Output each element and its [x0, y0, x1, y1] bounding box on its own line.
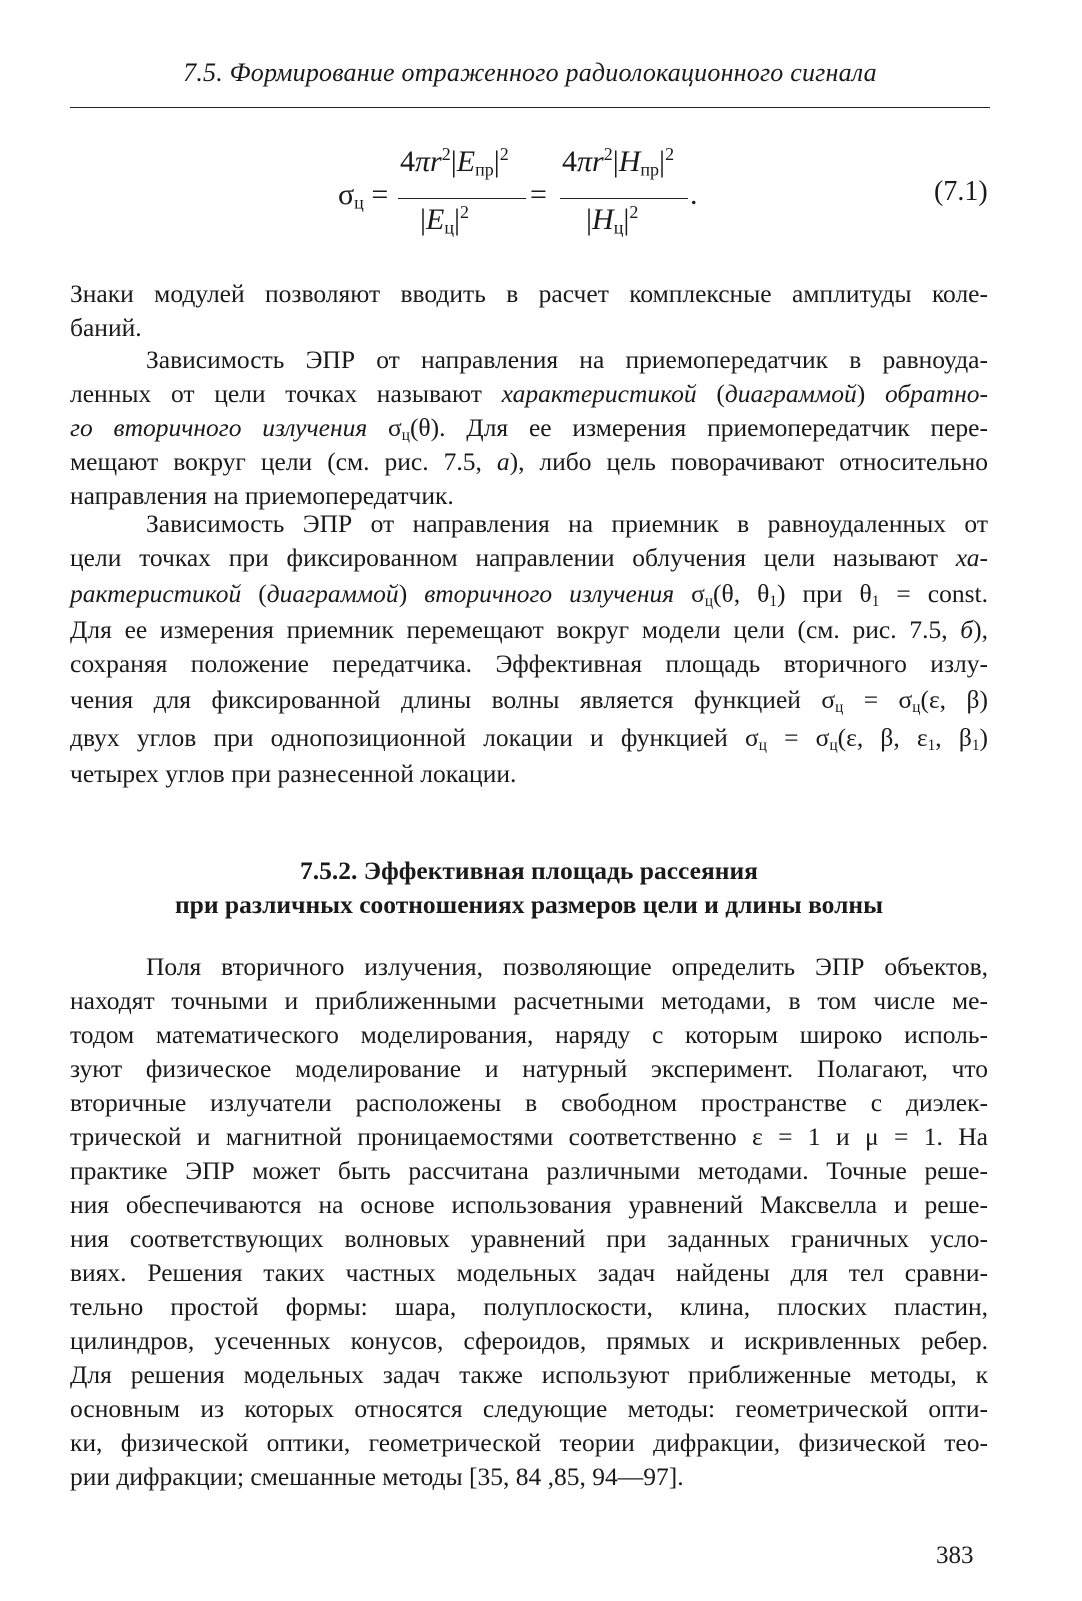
fraction-bar-2	[560, 198, 688, 199]
text-line: чения для фиксированной длины волны является функцией $\sigma_ц = \sigma_ц(\varepsilon$, β)	[70, 685, 988, 716]
formula-7-1	[0, 140, 1082, 250]
text-line: Зависимость ЭПР от направления на приемник в равноудаленных от	[146, 509, 988, 538]
section-heading	[70, 854, 988, 922]
text-line: Знаки модулей позволяют вводить в расчет комплексные амплитуды коле-	[70, 279, 988, 308]
formula-numerator-1: $4\pi r^2|E_{пр}|^2$	[400, 144, 509, 180]
formula-numerator-2: $4\pi r^2|H_{пр}|^2$	[562, 144, 675, 180]
text-line: ленных от цели точках называют характеристикой (диаграммой) обратно-	[70, 379, 988, 408]
formula-equals: =	[530, 178, 547, 211]
page-number: 383	[936, 1542, 974, 1569]
text-line: трической и магнитной проницаемостями соответственно ε = 1 и μ = 1. На	[70, 1122, 988, 1151]
text-line: го вторичного излучения $\sigma_ц(\theta)$. Для ее измерения приемопередатчик пере-	[70, 413, 988, 444]
fraction-bar-1	[398, 198, 526, 199]
text-line: ния обеспечиваются на основе использования уравнений Максвелла и реше-	[70, 1190, 988, 1219]
text-line: основным из которых относятся следующие методы: геометрической опти-	[70, 1394, 988, 1423]
text-line: Поля вторичного излучения, позволяющие определить ЭПР объектов,	[146, 952, 988, 981]
running-head: 7.5. Формирование отраженного радиолокационного сигнала	[183, 58, 877, 87]
section-heading-line-1: 7.5.2. Эффективная площадь рассеяния	[300, 856, 758, 885]
text-line: четырех углов при разнесенной локации.	[70, 759, 517, 788]
paragraph-1	[70, 277, 988, 345]
text-line: сохраняя положение передатчика. Эффективная площадь вторичного излу-	[70, 649, 988, 678]
text-line: ния соответствующих волновых уравнений при заданных граничных усло-	[70, 1224, 988, 1253]
paragraph-2	[70, 343, 988, 513]
text-line: направления на приемопередатчик.	[70, 481, 454, 510]
text-line: находят точными и приближенными расчетными методами, в том числе ме-	[70, 986, 988, 1015]
text-line: двух углов при однопозиционной локации и функцией $\sigma_ц = \sigma_ц(\varepsilon$, β, $\varepsilon_1$, $\beta_1$)	[70, 723, 988, 754]
text-line: тельно простой формы: шара, полуплоскости, клина, плоских пластин,	[70, 1292, 988, 1321]
formula-denominator-1: $|E_ц|^2$	[420, 202, 469, 238]
text-line: баний.	[70, 313, 142, 342]
text-line: рактеристикой (диаграммой) вторичного излучения $\sigma_ц(\theta$, $\theta_1$) при $\theta_1$ = const.	[70, 579, 989, 610]
text-line: Зависимость ЭПР от направления на приемопередатчик в равноуда-	[146, 345, 988, 374]
text-line: практике ЭПР может быть рассчитана различными методами. Точные реше-	[70, 1156, 988, 1185]
text-line: тодом математического моделирования, наряду с которым широко исполь-	[70, 1020, 988, 1049]
text-line: цилиндров, усеченных конусов, сфероидов, прямых и искривленных ребер.	[70, 1326, 988, 1355]
equation-number: (7.1)	[934, 176, 988, 207]
text-line: Для решения модельных задач также используют приближенные методы, к	[70, 1360, 988, 1389]
text-line: ки, физической оптики, геометрической теории дифракции, физической тео-	[70, 1428, 988, 1457]
formula-lhs: $\sigma_ц$ =	[338, 178, 389, 213]
text-line: Для ее измерения приемник перемещают вокруг модели цели (см. рис. 7.5, б),	[70, 615, 988, 644]
text-line: виях. Решения таких частных модельных задач найдены для тел сравни-	[70, 1258, 988, 1287]
text-line: мещают вокруг цели (см. рис. 7.5, а), либо цель поворачивают относительно	[70, 447, 988, 476]
text-line: зуют физическое моделирование и натурный эксперимент. Полагают, что	[70, 1054, 988, 1083]
section-heading-line-2: при различных соотношениях размеров цели и длины волны	[174, 890, 884, 919]
paragraph-3	[70, 507, 988, 791]
header-rule	[70, 107, 990, 108]
formula-denominator-2: $|H_ц|^2$	[586, 202, 639, 238]
formula-dot: .	[690, 178, 698, 211]
paragraph-4	[70, 950, 988, 1494]
text-line: рии дифракции; смешанные методы [35, 84 ,85, 94—97].	[70, 1462, 684, 1491]
text-line: вторичные излучатели расположены в свободном пространстве с диэлек-	[70, 1088, 988, 1117]
text-line: цели точках при фиксированном направлении облучения цели называют ха-	[70, 543, 988, 572]
